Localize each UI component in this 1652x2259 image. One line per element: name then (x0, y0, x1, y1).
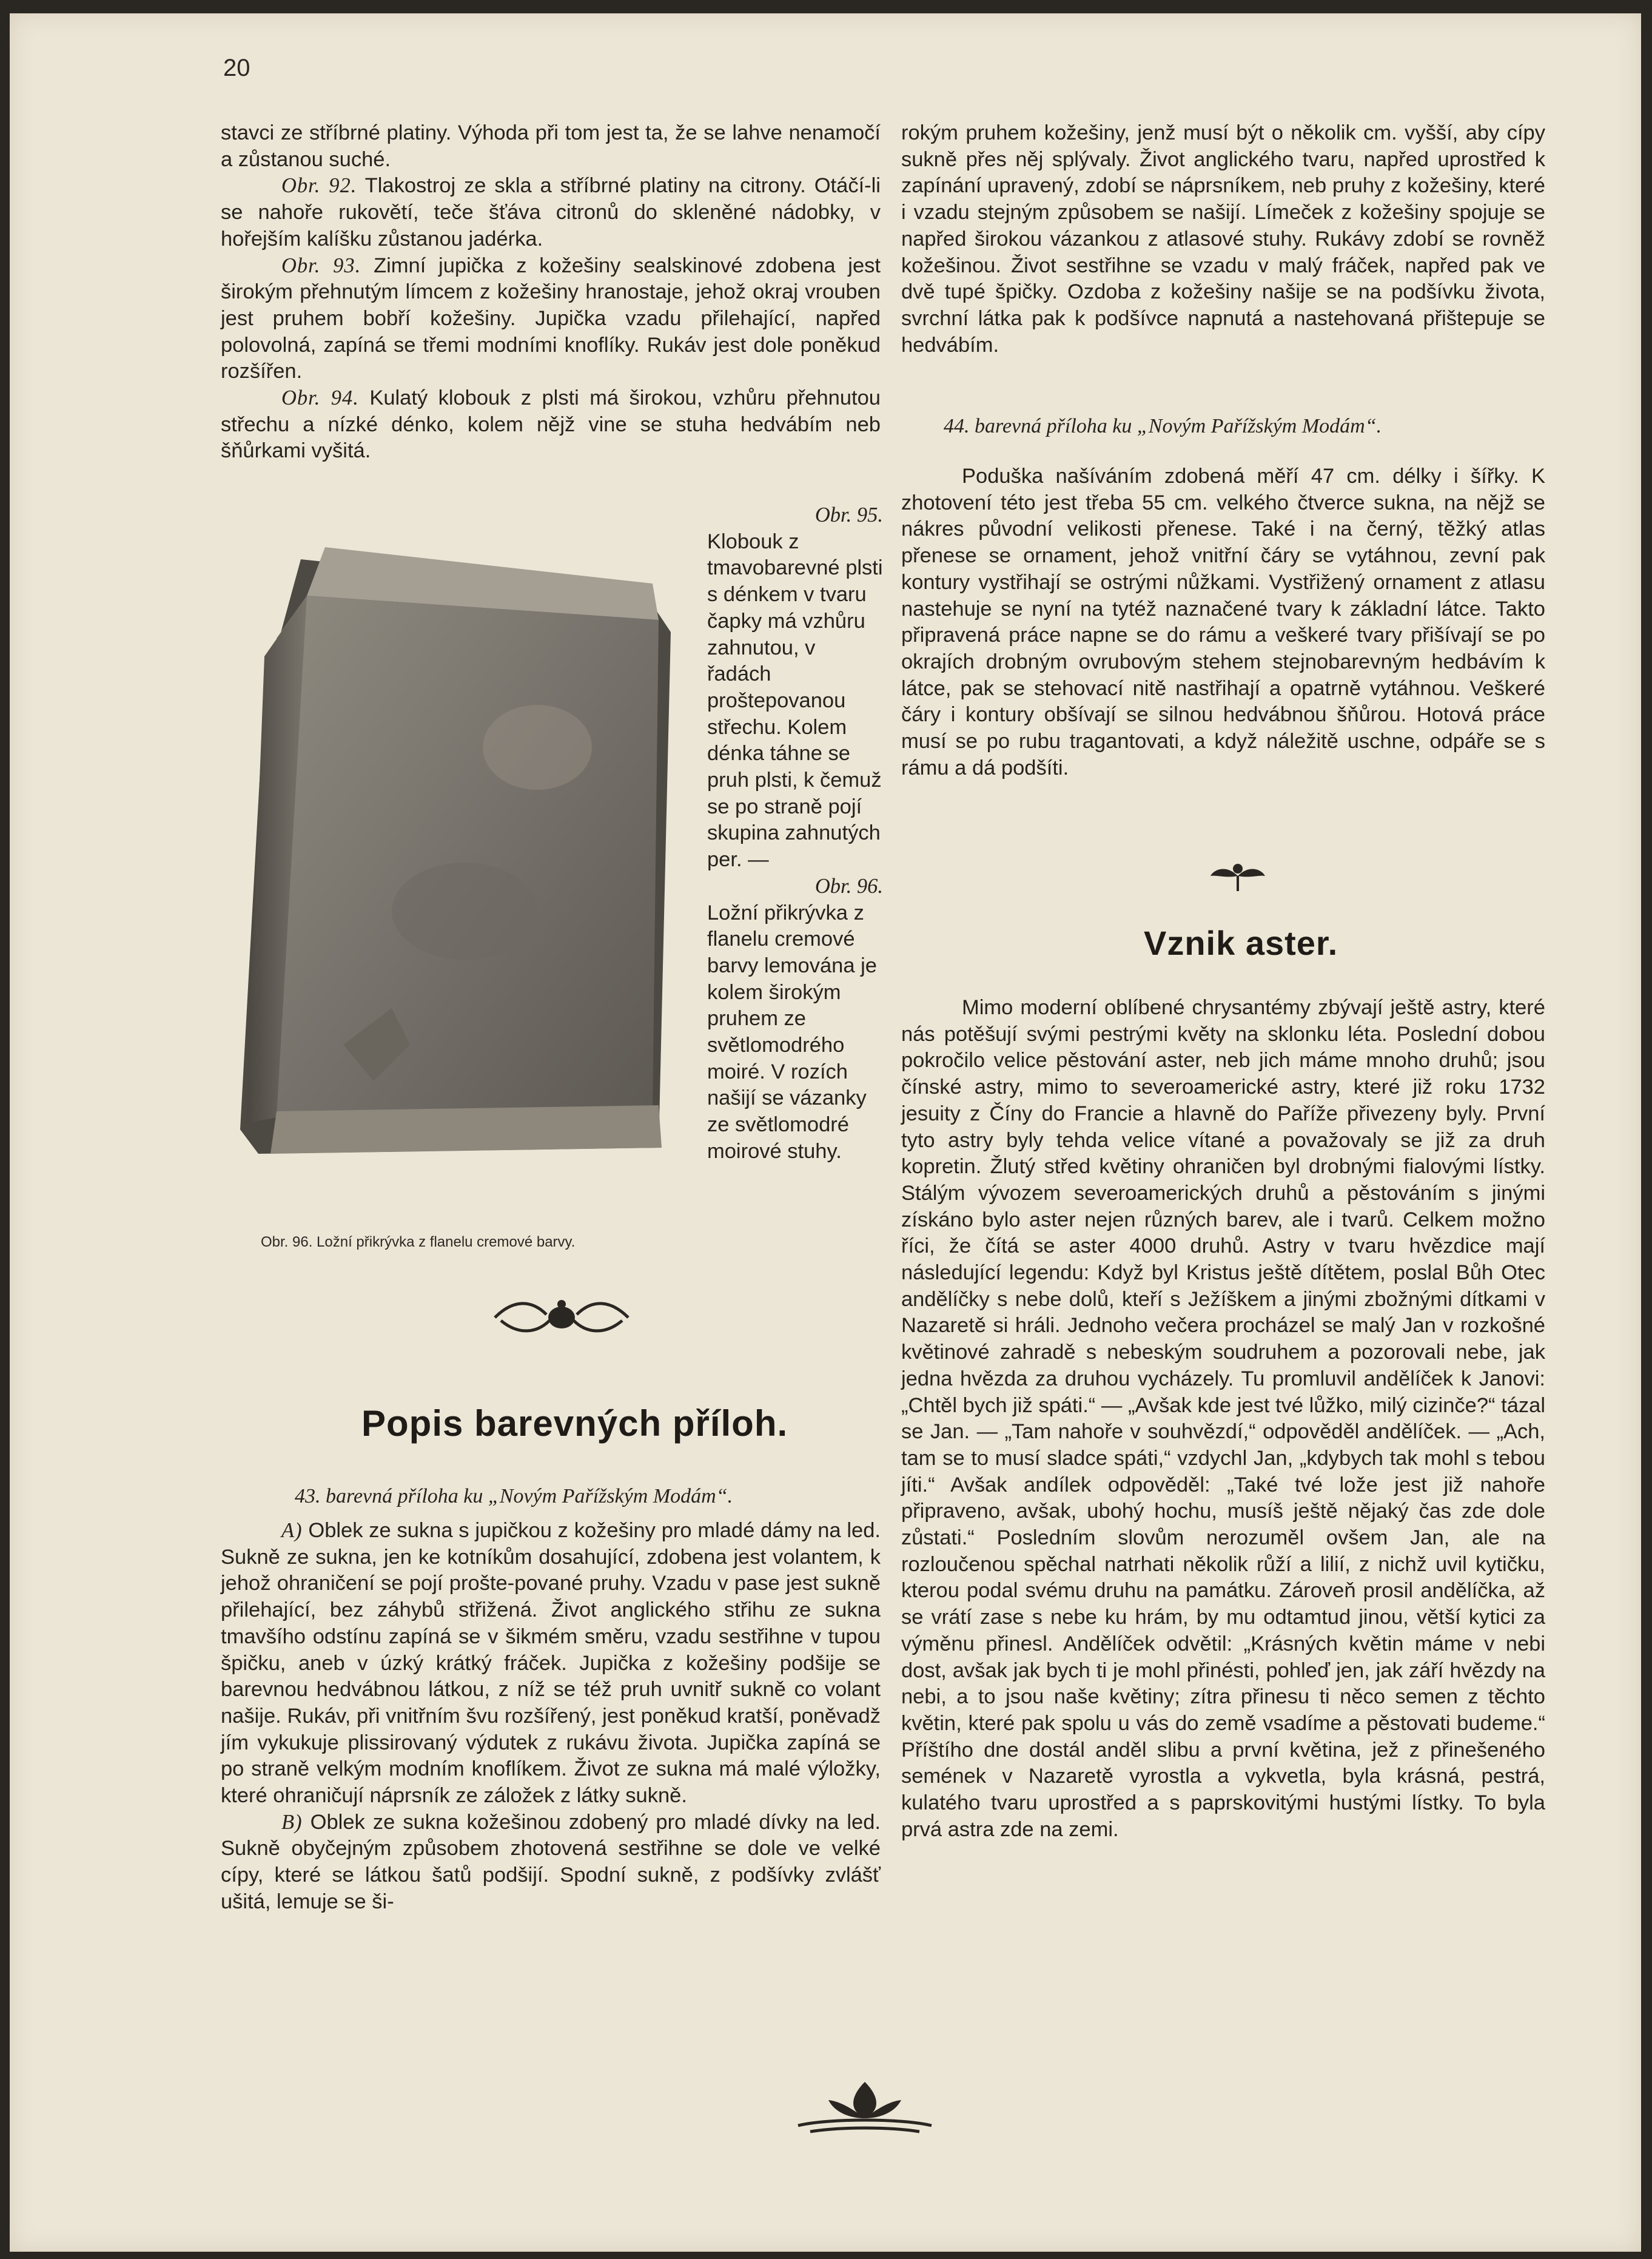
aster-text: Mimo moderní oblíbené chrysantémy zbývají ještě astry, které nás potěšují svými pestrými květy na sklonku léta. Poslední dobou pokročilo velice pěstování aster, neb jich máme mnoho druhů; jsou čínské astry, mimo to severoamerické astry, které již roku 1732 jesuity z Číny do Francie a hlavně do Paříže přivezeny byly. První tyto astry byly tehda velice vítané a považovaly se již za druh kopretin. Žlutý střed květiny ohraničen byl drobnými fialovými lístky. Stálým vývozem severoamerických druhů a pěstováním s jinými získáno bylo aster nejen různých barev, ale i tvarů. Celkem možno říci, že čítá se aster 4000 druhů. Astry v tvaru hvězdice mají následující legendu: Když byl Kristus ještě dítětem, poslal Bůh Otec andělíčky s nebe dolů, kteří s Ježíškem a jinými zbožnými dítkami v Nazaretě si hráli. Jednoho večera procházel se malý Jan v rozkošné květinové zahradě s nebeským soudruhem a pozorovali nebe, jak jedna hvězda za druhou vycházely. Tu promluvil andělíček k Janovi: „Chtěl bych již spáti.“ — „Avšak kde jest tvé lůžko, milý cizinče?“ tázal se Jan. — „Tam nahoře v souhvězdí,“ odpověděl andělíček. — „Ach, tam se to musí sladce spáti,“ vzdychl Jan, „kdybych tak mohl s tebou jíti.“ Avšak andílek odpověděl: „Také tvé lože jest již nahoře připraveno, avšak, ubohý hochu, musíš ještě nějaký čas zde dole zůstati.“ Posledním slovům nerozuměl ovšem Jan, ale na rozloučenou spěchal natrhati několik růží a lilií, z nichž uvil kytičku, kterou podal svému druhu na památku. Zároveň prosil andělíčka, až se vrátí zase s nebe ku hrám, by mu odtamtud jinou, větší kytici za výměnu přinesl. Andělíček odvětil: „Krásných květin máme v nebi dost, avšak jak bych ti je mohl přinésti, pohleď jen, jak září hvězdy na nebi, a to jsou naše květiny; zítra přinesu ti něco semen z těchto květin, které pak spolu u vás do země vsadíme a pěstovati budeme.“ Příštího dne dostál anděl slibu a první květina, jež z přinešeného semének v Nazaretě vyrostla a vykvetla, byla krásná, pestrá, kulatého tvaru uprostřed a s paprskovitými hustými lístky. To byla prvá astra zde na zemi. (901, 996, 1545, 1841)
obr-label: Obr. 94. (281, 386, 359, 410)
heading-popis: Popis barevných příloh. (361, 1403, 788, 1444)
label-b: B) (281, 1810, 303, 1834)
paragraph-continued: rokým pruhem kožešiny, jenž musí být o několik cm. vyšší, aby cípy sukně přes něj splývaly. Život anglického tvaru, napřed uprostřed k zapínání upravený, zdobí se náprsníkem, neb pruhy z kožešiny, které i vzadu stejným způsobem se našijí. Límeček z kožešiny spojuje se napřed širokou vázankou z atlasové stuhy. Rukávy zdobí se rovněž kožešinou. Život sestřihne se vzadu v malý fráček, napřed pak ve dvě tupé špičky. Ozdoba z kožešiny našije se na podšívku života, svrchní látka pak k podšívce napnutá a nastehovaná přištepuje se hedvábím. (901, 121, 1545, 357)
blanket-illustration (234, 547, 695, 1172)
paragraph-a (221, 1518, 881, 1810)
right-column-aster (901, 995, 1545, 1843)
paragraph-obr-93 (221, 253, 881, 386)
right-column-44 (901, 463, 1545, 781)
lotus-ornament-icon (792, 2076, 938, 2136)
paragraph-continuation: stavci ze stříbrné platiny. Výhoda při tom jest ta, že se lahve nenamočí a zůstanou suché. (221, 121, 881, 171)
label-a: A) (281, 1519, 303, 1542)
paragraph-obr-94 (221, 385, 881, 465)
obr-96-label: Obr. 96. (814, 874, 883, 898)
figure-caption: Obr. 96. Ložní přikrývka z flanelu cremové barvy. (261, 1234, 576, 1250)
paragraph-text: Tlakostroj ze skla a stříbrné platiny na citrony. Otáčí-li se nahoře rukovětí, teče šťáva citronů do skleněné nádobky, v hořejším kalíšku zůstanou jadérka. (221, 174, 881, 251)
leaf-ornament-icon (1207, 858, 1268, 894)
paragraph-b-text: Oblek ze sukna kožešinou zdobený pro mladé dívky na led. Sukně obyčejným způsobem zhotovená sestřihne se dole ve velké cípy, které se látkou šatů podšijí. Spodní sukně, z podšívky zvlášť ušitá, lemuje se ši- (221, 1810, 881, 1913)
obr-label: Obr. 92. (281, 174, 357, 198)
wrap-96-text: Ložní přikrývka z flanelu cremové barvy lemována je kolem širokým pruhem ze světlomodrého moiré. V rozích našijí se vázanky ze světlomodré moirové stuhy. (707, 901, 877, 1163)
paragraph-44: Poduška našíváním zdobená měří 47 cm. délky i šířky. K zhotovení této jest třeba 55 cm. velkého čtverce sukna, na nějž se nákres původní velikosti přenese. Také i na černý, těžký atlas přenese se ornament, jehož vnitřní čáry se vytáhnou, zevní pak kontury vystřihají se ostrými nůžkami. Vystřižený ornament z atlasu nastehuje se nyní na tytéž naznačené tvary k základní látce. Takto připravená práce napne se do rámu a veškeré tvary přišívají se po okrajích drobným ovrubovým stehem stejnobarevným hedbávím k látce, pak se stehovací nitě nastřihají a opatrně vytáhnou. Veškeré čáry i kontury obšívají se silnou hedvábnou šňůrou. Hotová práce musí se po rubu tragantovati, a když náležitě uschne, odpáře se s rámu a dá podšíti. (901, 465, 1545, 779)
page (10, 13, 1641, 2252)
page-number: 20 (223, 55, 250, 81)
subheading-43: 43. barevná příloha ku „Novým Pařížským Modám“. (295, 1485, 733, 1507)
obr-label: Obr. 93. (281, 254, 361, 277)
paragraph-text: Zimní jupička z kožešiny sealskinové zdobena jest širokým přehnutým límcem z kožešiny hranostaje, jehož okraj vrouben jest pruhem bobří kožešiny. Jupička vzadu přilehající, napřed polovolná, zapíná se třemi modními knoflíky. Rukáv jest dole poněkud rozšířen. (221, 254, 881, 383)
left-column-top (221, 120, 881, 465)
wrap-column (707, 502, 883, 1165)
paragraph-a-text: Oblek ze sukna s jupičkou z kožešiny pro mladé dámy na led. Sukně ze sukna, jen ke kotníkům dosahující, zdobena jest volantem, k jehož ohraničení se pojí prošte-pované pruhy. Vzadu v pase jest sukně přilehající, bez záhybů střižená. Život anglického střihu ze sukna tmavšího odstínu zapíná se v šikmém směru, vzadu sestřihne v tupou špičku, aneb v úzký krátký fráček. Jupička z kožešiny podšije se barevnou hedvábnou látkou, z níž se též pruh uvnitř sukně co volant našije. Rukáv, při vnitřním švu rozšířený, jest poněkud kratší, poněvadž jím vykukuje plissirovaný výdutek z rukávu života. Jupička zapíná se po straně velkým modním knoflíkem. Život ze sukna má malé výložky, které ohraničují náprsník ze záložek z látky sukně. (221, 1519, 881, 1808)
obr-95-label: Obr. 95. (814, 503, 883, 527)
paragraph-obr-92 (221, 173, 881, 252)
subheading-44: 44. barevná příloha ku „Novým Pařížským Modám“. (944, 415, 1382, 437)
heading-aster: Vznik aster. (1144, 924, 1338, 962)
paragraph-text: Kulatý klobouk z plsti má širokou, vzhůru přehnutou střechu a nízké dénko, kolem nějž vine se stuha hedvábím neb šňůrkami vyšitá. (221, 386, 881, 463)
paragraph-b (221, 1810, 881, 1916)
right-column-top (901, 120, 1545, 359)
left-column-bottom (221, 1518, 881, 1916)
wrap-95-text: Klobouk z tmavobarevné plsti s dénkem v tvaru čapky má vzhůru zahnutou, v řadách proštepovanou střechu. Kolem dénka táhne se pruh plsti, k čemuž se po straně pojí skupina zahnutých per. — (707, 530, 883, 872)
flourish-ornament-icon (489, 1293, 634, 1342)
